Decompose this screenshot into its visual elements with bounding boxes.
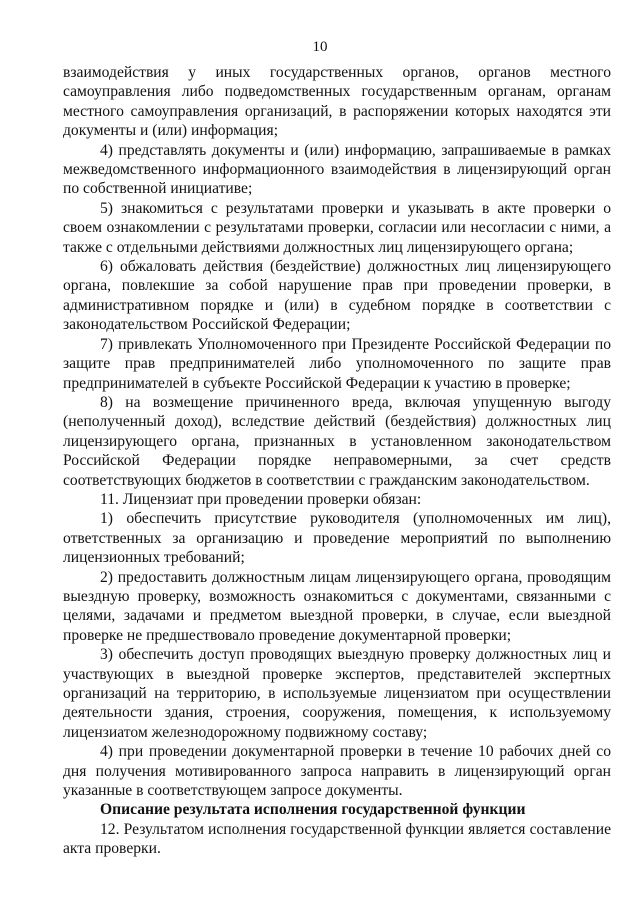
paragraph-obligation-2: 2) предоставить должностным лицам лицензирующего органа, проводящим выездную проверку, возможность ознакомиться с документами, связанными с целями, задачами и предметом выездной проверки, в случае, если выездной проверке не предшествовало проведение документарной проверки;	[63, 568, 611, 644]
paragraph-item-7: 7) привлекать Уполномоченного при Президенте Российской Федерации по защите прав предпринимателей либо уполномоченного по защите прав предпринимателей в субъекте Российской Федерации к участию в проверке;	[63, 335, 611, 392]
paragraph-obligation-1: 1) обеспечить присутствие руководителя (уполномоченных им лиц), ответственных за организацию и проведение мероприятий по выполнению лицензионных требований;	[63, 510, 611, 567]
paragraph-obligation-4: 4) при проведении документарной проверки в течение 10 рабочих дней со дня получения мотивированного запроса направить в лицензирующий орган указанные в соответствующем запросе документы.	[63, 743, 611, 800]
paragraph-clause-11: 11. Лицензиат при проведении проверки обязан:	[100, 490, 422, 508]
paragraph-item-6: 6) обжаловать действия (бездействие) должностных лиц лицензирующего органа, повлекшие за собой нарушение прав при проведении проверки, в административном порядке и (или) в судебном порядке в соответствии с законодательством Российской Федерации;	[63, 258, 611, 334]
paragraph-clause-12: 12. Результатом исполнения государственной функции является составление акта проверки.	[63, 820, 611, 858]
paragraph-item-8: 8) на возмещение причиненного вреда, включая упущенную выгоду (неполученный доход), вследствие действий (бездействия) должностных лиц лицензирующего органа, признанных в установленном законодательством Российской Федерации порядке неправомерными, за счет средств соответствующих бюджетов в соответствии с гражданским законодательством.	[63, 393, 611, 489]
paragraph-obligation-3: 3) обеспечить доступ проводящих выездную проверку должностных лиц и участвующих в выездной проверке экспертов, представителей экспертных организаций на территорию, в используемые лицензиатом при осуществлении деятельности здания, строения, сооружения, помещения, к используемому лицензиатом железнодорожному подвижному составу;	[63, 646, 611, 741]
paragraph-continuation: взаимодействия у иных государственных органов, органов местного самоуправления либо подведомственных государственным органам, органам местного самоуправления организаций, в распоряжении которых находятся эти документы и (или) информация;	[63, 64, 611, 140]
section-heading: Описание результата исполнения государственной функции	[100, 801, 526, 819]
document-body	[63, 63, 611, 859]
page-number: 10	[312, 39, 328, 55]
paragraph-item-4: 4) представлять документы и (или) информацию, запрашиваемые в рамках межведомственного информационного взаимодействия в лицензирующий орган по собственной инициативе;	[63, 141, 611, 198]
paragraph-item-5: 5) знакомиться с результатами проверки и указывать в акте проверки о своем ознакомлении с результатами проверки, согласии или несогласии с ними, а также с отдельными действиями должностных лиц лицензирующего органа;	[63, 199, 611, 256]
